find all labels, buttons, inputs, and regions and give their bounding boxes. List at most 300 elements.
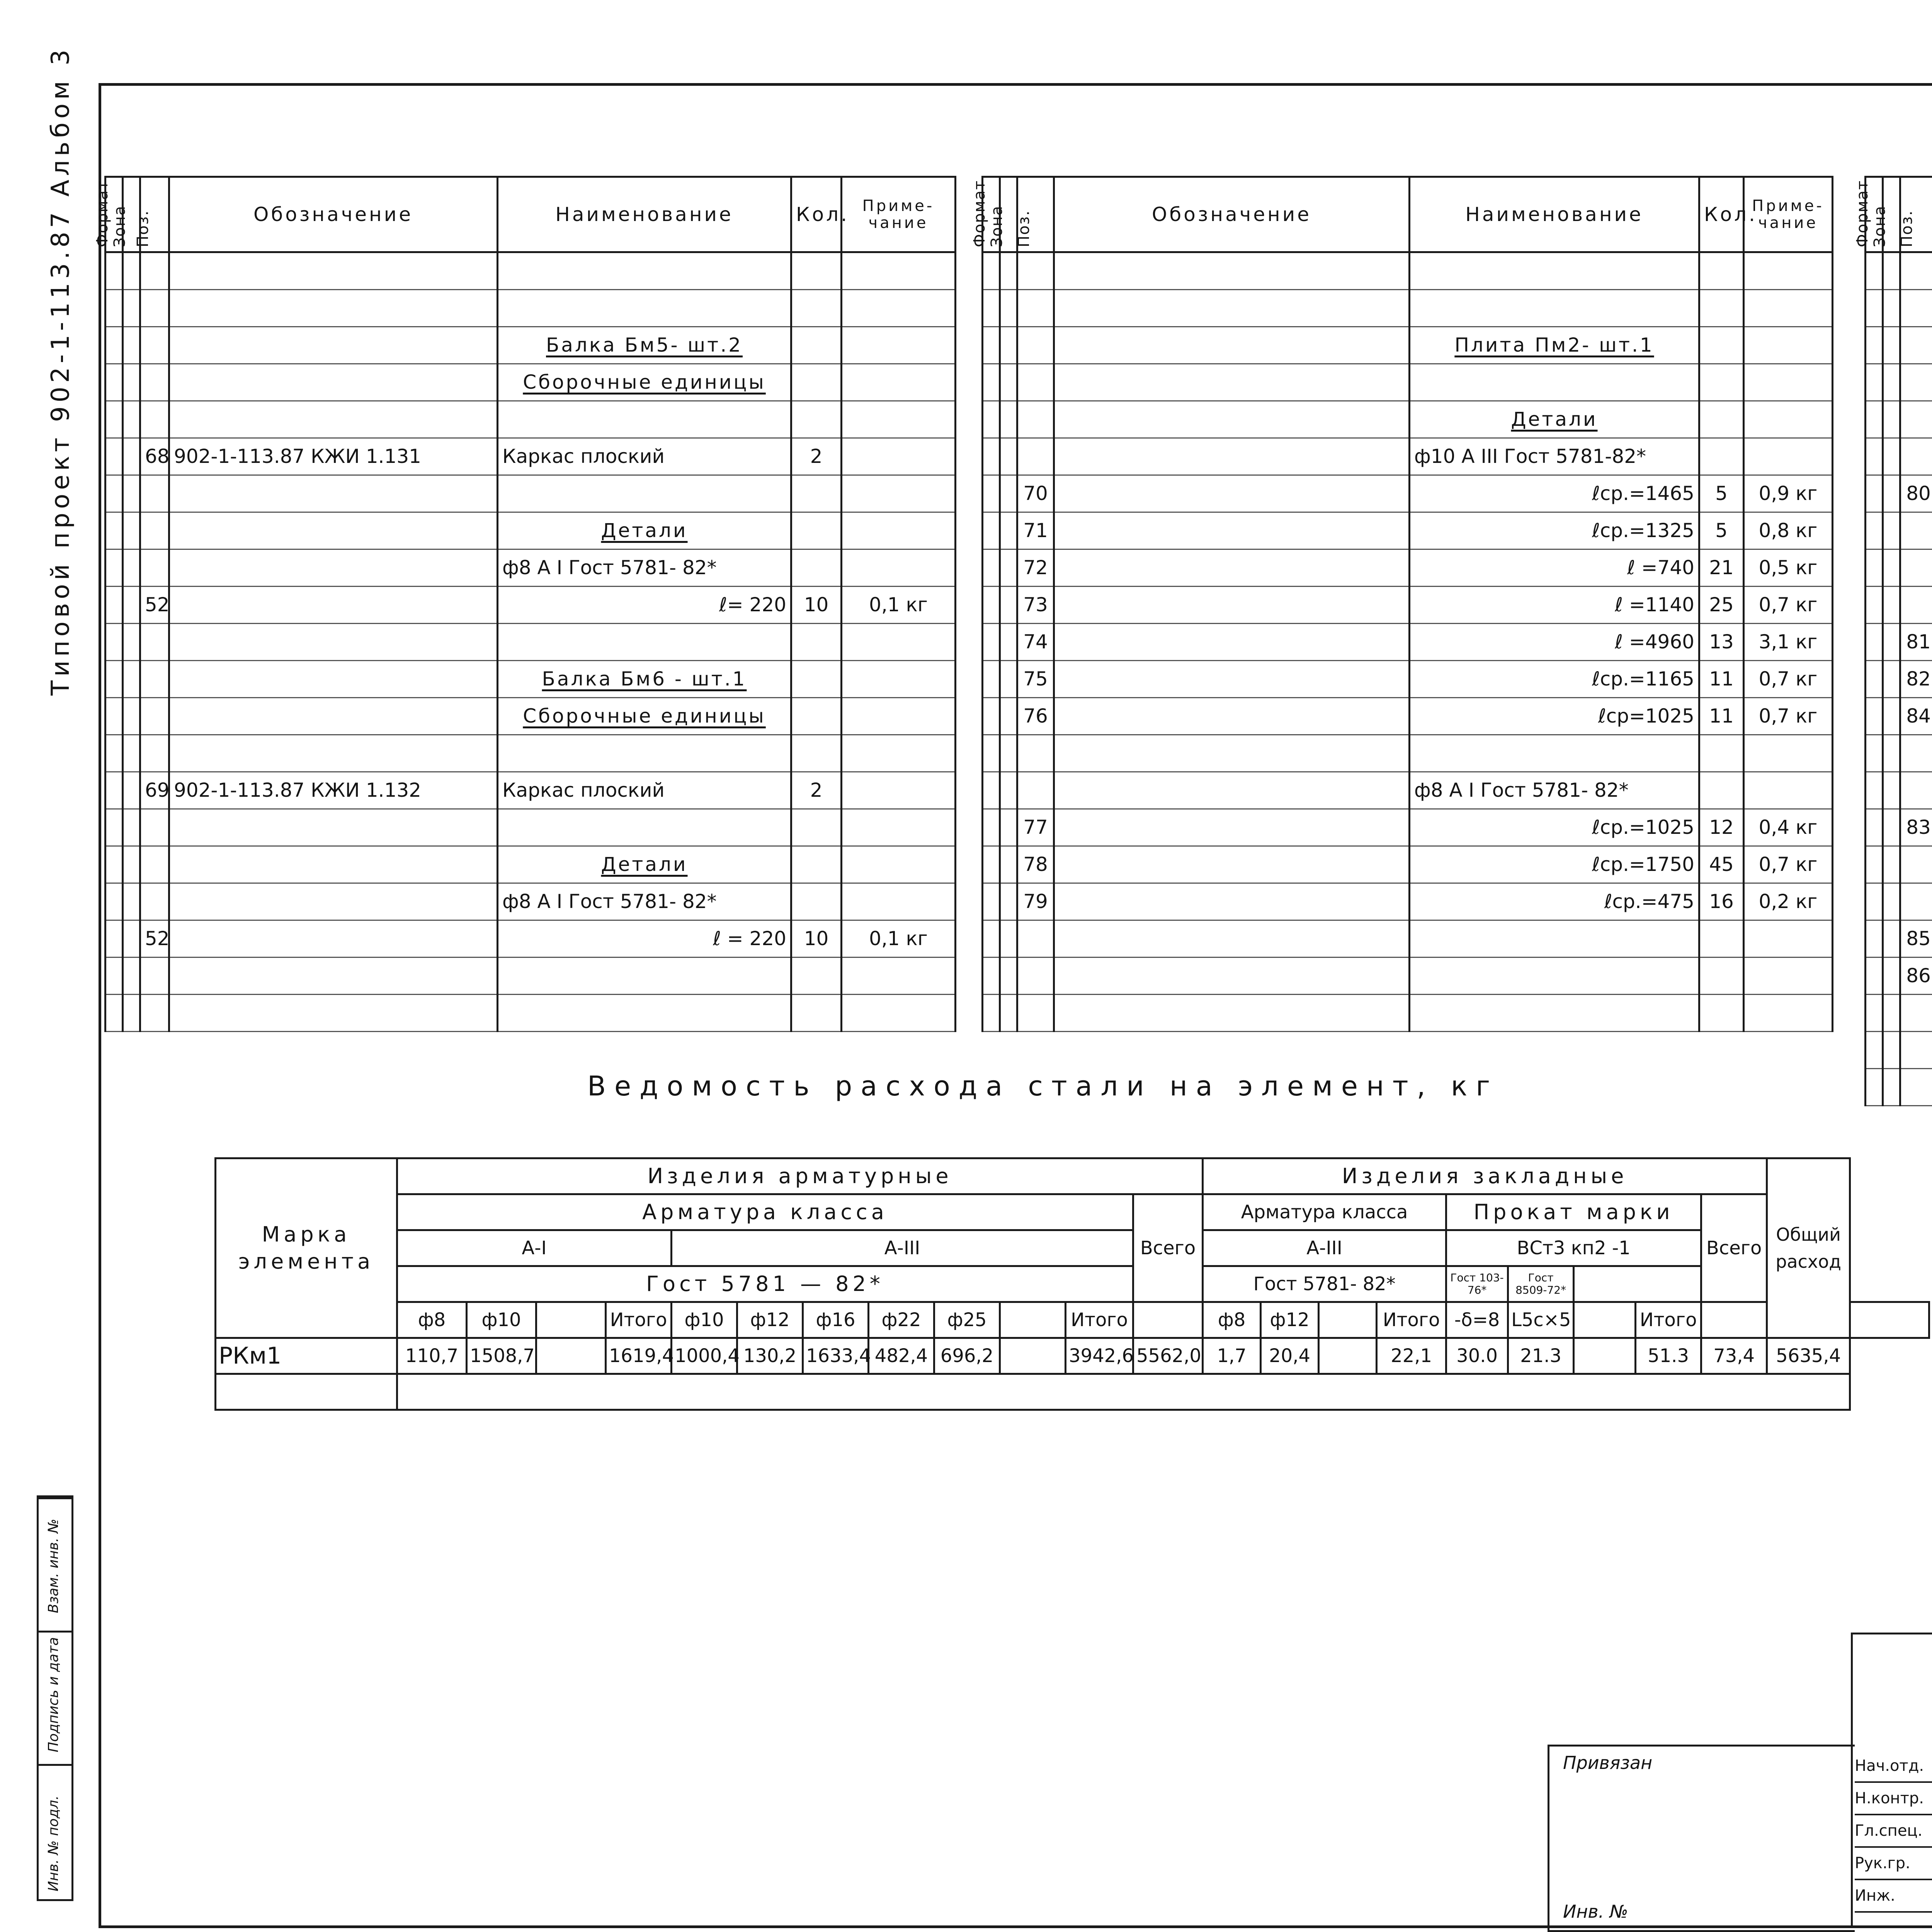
cell-pos: 80 bbox=[1900, 475, 1932, 512]
cell-name: ℓср.=1325 bbox=[1410, 512, 1699, 549]
spec1-row bbox=[105, 252, 956, 290]
cell-format bbox=[1866, 364, 1883, 401]
cell-qty bbox=[1699, 364, 1744, 401]
cell-designation bbox=[1054, 698, 1410, 735]
cell-pos bbox=[1900, 549, 1932, 587]
cell-format bbox=[983, 809, 1000, 846]
steel-value: 1619,4 bbox=[606, 1338, 672, 1374]
cell-designation bbox=[1054, 883, 1410, 920]
cell-format bbox=[983, 698, 1000, 735]
cell-name bbox=[1410, 364, 1699, 401]
cell-format bbox=[983, 735, 1000, 772]
cell-designation bbox=[169, 290, 498, 327]
rebar-class: Арматура класса bbox=[397, 1194, 1133, 1230]
spec3-row bbox=[1866, 587, 1932, 624]
steel-col-header bbox=[1000, 1302, 1066, 1338]
spec2-row bbox=[983, 290, 1833, 327]
cell-qty: 16 bbox=[1699, 883, 1744, 920]
col-total-rebar: Всего bbox=[1133, 1194, 1203, 1302]
cell-format bbox=[1866, 549, 1883, 587]
cell-qty bbox=[1699, 957, 1744, 995]
cell-zone bbox=[1883, 624, 1900, 661]
roles-column bbox=[1855, 1750, 1932, 1913]
cell-pos bbox=[1900, 846, 1932, 883]
cell-pos bbox=[1900, 252, 1932, 290]
spec1-row bbox=[105, 364, 956, 401]
cell-pos bbox=[1900, 883, 1932, 920]
cell-note bbox=[842, 772, 956, 809]
cell-format bbox=[105, 252, 123, 290]
cell-designation bbox=[169, 698, 498, 735]
cell-name bbox=[498, 957, 791, 995]
cell-pos: 75 bbox=[1017, 661, 1054, 698]
class-a3: А-III bbox=[672, 1230, 1133, 1266]
cell-pos bbox=[140, 549, 169, 587]
cell-pos bbox=[140, 957, 169, 995]
cell-zone bbox=[1000, 549, 1017, 587]
cell-name: Балка Бм5- шт.2 bbox=[498, 327, 791, 364]
steel-col-header: ф8 bbox=[397, 1302, 467, 1338]
steel-statement-table bbox=[214, 1157, 1930, 1411]
cell-zone bbox=[1000, 512, 1017, 549]
title-block bbox=[1563, 1633, 1932, 1928]
cell-format bbox=[1866, 624, 1883, 661]
steel-value: 22,1 bbox=[1377, 1338, 1446, 1374]
cell-zone bbox=[1883, 883, 1900, 920]
cell-zone bbox=[123, 252, 140, 290]
cell-name: ℓ =1140 bbox=[1410, 587, 1699, 624]
cell-qty bbox=[791, 846, 842, 883]
cell-pos: 73 bbox=[1017, 587, 1054, 624]
cell-note bbox=[842, 624, 956, 661]
spec1-row bbox=[105, 920, 956, 957]
cell-zone bbox=[1883, 920, 1900, 957]
spec1-row bbox=[105, 735, 956, 772]
steel-value: 1633,4 bbox=[803, 1338, 869, 1374]
cell-pos bbox=[1900, 772, 1932, 809]
cell-designation bbox=[1054, 587, 1410, 624]
cell-zone bbox=[1000, 698, 1017, 735]
steel-value bbox=[536, 1338, 606, 1374]
cell-zone bbox=[1000, 846, 1017, 883]
cell-zone bbox=[1000, 957, 1017, 995]
cell-format bbox=[1866, 587, 1883, 624]
cell-name bbox=[1410, 735, 1699, 772]
steel-value: 30.0 bbox=[1446, 1338, 1508, 1374]
cell-zone bbox=[1000, 327, 1017, 364]
cell-zone bbox=[1000, 252, 1017, 290]
gost-rebar: Гост 5781 — 82* bbox=[397, 1266, 1133, 1302]
hdr-designation: Обозначение bbox=[169, 177, 498, 252]
cell-pos: 74 bbox=[1017, 624, 1054, 661]
cell-note: 0,7 кг bbox=[1744, 698, 1833, 735]
cell-zone bbox=[1883, 846, 1900, 883]
cell-name bbox=[498, 995, 791, 1032]
cell-pos bbox=[140, 364, 169, 401]
cell-designation bbox=[169, 846, 498, 883]
cell-designation bbox=[1054, 401, 1410, 438]
cell-format bbox=[1866, 698, 1883, 735]
cell-pos: 69 bbox=[140, 772, 169, 809]
hdr-pos-3: Поз. bbox=[1900, 177, 1932, 252]
cell-format bbox=[1866, 957, 1883, 995]
cell-designation bbox=[169, 475, 498, 512]
cell-pos: 85 bbox=[1900, 920, 1932, 957]
cell-zone bbox=[1883, 995, 1900, 1032]
spec2-row bbox=[983, 401, 1833, 438]
spec2-row bbox=[983, 883, 1833, 920]
cell-zone bbox=[1000, 883, 1017, 920]
cell-zone bbox=[1000, 772, 1017, 809]
cell-format bbox=[983, 252, 1000, 290]
cell-qty bbox=[1699, 772, 1744, 809]
steel-value: 21.3 bbox=[1508, 1338, 1574, 1374]
cell-designation bbox=[1054, 512, 1410, 549]
emb-class-a3: А-III bbox=[1203, 1230, 1446, 1266]
cell-format bbox=[983, 549, 1000, 587]
cell-designation bbox=[169, 957, 498, 995]
cell-note bbox=[842, 252, 956, 290]
cell-pos bbox=[1017, 401, 1054, 438]
steel-diameter-row bbox=[216, 1302, 1929, 1338]
cell-pos bbox=[140, 661, 169, 698]
spec3-row bbox=[1866, 1069, 1932, 1106]
spec3-row bbox=[1866, 438, 1932, 475]
cell-zone bbox=[1883, 438, 1900, 475]
cell-zone bbox=[123, 920, 140, 957]
cell-zone bbox=[123, 290, 140, 327]
cell-zone bbox=[123, 401, 140, 438]
side-title: Типовой проект 902-1-113.87 Альбом 3 bbox=[46, 46, 75, 696]
cell-pos: 52 bbox=[140, 920, 169, 957]
cell-qty: 5 bbox=[1699, 475, 1744, 512]
cell-format bbox=[983, 920, 1000, 957]
steel-col-header: Итого bbox=[1066, 1302, 1133, 1338]
rolled-grade: ВСт3 кп2 -1 bbox=[1446, 1230, 1701, 1266]
cell-note bbox=[1744, 957, 1833, 995]
steel-value: 73,4 bbox=[1701, 1338, 1767, 1374]
cell-name: ф8 А I Гост 5781- 82* bbox=[498, 549, 791, 587]
cell-name: ℓср=1025 bbox=[1410, 698, 1699, 735]
cell-zone bbox=[1000, 475, 1017, 512]
cell-pos bbox=[140, 698, 169, 735]
cell-zone bbox=[1883, 252, 1900, 290]
cell-pos bbox=[1900, 735, 1932, 772]
cell-pos bbox=[1900, 327, 1932, 364]
cell-pos bbox=[1017, 252, 1054, 290]
cell-qty bbox=[1699, 920, 1744, 957]
cell-name bbox=[1410, 252, 1699, 290]
cell-note: 0,5 кг bbox=[1744, 549, 1833, 587]
cell-format bbox=[105, 290, 123, 327]
cell-format bbox=[983, 512, 1000, 549]
cell-pos bbox=[1017, 438, 1054, 475]
cell-name bbox=[1410, 957, 1699, 995]
cell-note: 0,7 кг bbox=[1744, 661, 1833, 698]
cell-name bbox=[498, 735, 791, 772]
cell-name: ℓср.=1750 bbox=[1410, 846, 1699, 883]
cell-note: 0,4 кг bbox=[1744, 809, 1833, 846]
cell-pos bbox=[140, 735, 169, 772]
cell-note bbox=[842, 364, 956, 401]
spec3-row bbox=[1866, 735, 1932, 772]
cell-qty bbox=[791, 549, 842, 587]
cell-zone bbox=[1000, 995, 1017, 1032]
cell-pos bbox=[1900, 438, 1932, 475]
spec1-row bbox=[105, 846, 956, 883]
cell-note bbox=[842, 735, 956, 772]
bound-box bbox=[1548, 1745, 1855, 1932]
spec3-row bbox=[1866, 698, 1932, 735]
steel-value: 20,4 bbox=[1261, 1338, 1319, 1374]
cell-zone bbox=[1883, 735, 1900, 772]
cell-zone bbox=[123, 549, 140, 587]
cell-name: Балка Бм6 - шт.1 bbox=[498, 661, 791, 698]
cell-format bbox=[105, 957, 123, 995]
cell-name: ℓ =4960 bbox=[1410, 624, 1699, 661]
cell-format bbox=[983, 883, 1000, 920]
cell-zone bbox=[123, 735, 140, 772]
cell-pos: 76 bbox=[1017, 698, 1054, 735]
cell-format bbox=[1866, 995, 1883, 1032]
cell-zone bbox=[1883, 549, 1900, 587]
cell-designation bbox=[1054, 772, 1410, 809]
steel-empty-row bbox=[216, 1374, 397, 1410]
cell-pos bbox=[1900, 587, 1932, 624]
spec2-row bbox=[983, 549, 1833, 587]
steel-col-header: Итого bbox=[1636, 1302, 1701, 1338]
stamp-text-2: Подпись и дата bbox=[46, 1637, 61, 1752]
cell-pos: 79 bbox=[1017, 883, 1054, 920]
spec1-row bbox=[105, 995, 956, 1032]
cell-format bbox=[105, 735, 123, 772]
cell-qty bbox=[1699, 290, 1744, 327]
cell-format bbox=[1866, 846, 1883, 883]
cell-format bbox=[1866, 920, 1883, 957]
steel-statement-title: Ведомость расхода стали на элемент, кг bbox=[587, 1070, 1499, 1102]
cell-qty bbox=[1699, 401, 1744, 438]
cell-format bbox=[105, 364, 123, 401]
steel-col-header: ф12 bbox=[1261, 1302, 1319, 1338]
cell-pos: 86 bbox=[1900, 957, 1932, 995]
stamp-text-3: Взам. инв. № bbox=[46, 1519, 61, 1613]
cell-zone bbox=[1000, 364, 1017, 401]
cell-qty bbox=[791, 735, 842, 772]
cell-name: ℓср.=475 bbox=[1410, 883, 1699, 920]
steel-value bbox=[1574, 1338, 1636, 1374]
spec3-row bbox=[1866, 624, 1932, 661]
cell-zone bbox=[123, 661, 140, 698]
cell-designation bbox=[1054, 364, 1410, 401]
cell-designation bbox=[169, 920, 498, 957]
spec3-row bbox=[1866, 290, 1932, 327]
cell-format bbox=[1866, 252, 1883, 290]
spec3-row bbox=[1866, 401, 1932, 438]
cell-format bbox=[1866, 327, 1883, 364]
cell-qty bbox=[791, 957, 842, 995]
cell-name bbox=[498, 624, 791, 661]
cell-zone bbox=[123, 883, 140, 920]
steel-col-header: L5c×5 bbox=[1508, 1302, 1574, 1338]
cell-pos bbox=[140, 290, 169, 327]
cell-pos bbox=[1017, 290, 1054, 327]
cell-name: Детали bbox=[498, 512, 791, 549]
cell-format bbox=[105, 995, 123, 1032]
steel-col-header: ф10 bbox=[672, 1302, 737, 1338]
cell-note: 0,8 кг bbox=[1744, 512, 1833, 549]
cell-name: ℓ = 220 bbox=[498, 920, 791, 957]
cell-note bbox=[1744, 772, 1833, 809]
spec1-row bbox=[105, 587, 956, 624]
cell-name: ℓср.=1465 bbox=[1410, 475, 1699, 512]
spec2-row bbox=[983, 809, 1833, 846]
roles-item: Инж. bbox=[1855, 1880, 1932, 1913]
gost-b: Гост 8509-72* bbox=[1508, 1266, 1574, 1302]
hdr-name: Наименование bbox=[498, 177, 791, 252]
spec1-row bbox=[105, 549, 956, 587]
cell-qty bbox=[791, 661, 842, 698]
spec3-row bbox=[1866, 995, 1932, 1032]
steel-col-header bbox=[1133, 1302, 1203, 1338]
spec3-row bbox=[1866, 512, 1932, 549]
cell-zone bbox=[123, 995, 140, 1032]
steel-value: 482,4 bbox=[869, 1338, 934, 1374]
cell-note bbox=[1744, 735, 1833, 772]
cell-name bbox=[498, 290, 791, 327]
cell-note bbox=[842, 475, 956, 512]
cell-note bbox=[842, 698, 956, 735]
cell-zone bbox=[1883, 290, 1900, 327]
cell-qty: 11 bbox=[1699, 698, 1744, 735]
cell-zone bbox=[1883, 809, 1900, 846]
cell-zone bbox=[1883, 661, 1900, 698]
cell-qty: 10 bbox=[791, 920, 842, 957]
spec2-row bbox=[983, 587, 1833, 624]
cell-zone bbox=[1883, 512, 1900, 549]
cell-format bbox=[1866, 401, 1883, 438]
steel-col-header: -δ=8 bbox=[1446, 1302, 1508, 1338]
cell-designation bbox=[1054, 549, 1410, 587]
spec2-row bbox=[983, 698, 1833, 735]
cell-zone bbox=[123, 772, 140, 809]
steel-col-header: ф22 bbox=[869, 1302, 934, 1338]
cell-format bbox=[983, 401, 1000, 438]
spec3-row bbox=[1866, 883, 1932, 920]
cell-qty bbox=[791, 364, 842, 401]
cell-designation: 902-1-113.87 КЖИ 1.131 bbox=[169, 438, 498, 475]
cell-designation bbox=[169, 364, 498, 401]
cell-pos bbox=[140, 401, 169, 438]
cell-qty: 11 bbox=[1699, 661, 1744, 698]
cell-pos bbox=[1017, 957, 1054, 995]
cell-note bbox=[1744, 252, 1833, 290]
cell-note bbox=[1744, 920, 1833, 957]
cell-format bbox=[105, 587, 123, 624]
spec2-row bbox=[983, 957, 1833, 995]
cell-note bbox=[842, 846, 956, 883]
hdr-zone: Зона bbox=[123, 177, 140, 252]
cell-name: ℓср.=1025 bbox=[1410, 809, 1699, 846]
cell-designation bbox=[1054, 995, 1410, 1032]
cell-name: ℓ =740 bbox=[1410, 549, 1699, 587]
spec3-row bbox=[1866, 549, 1932, 587]
steel-col-header: ф16 bbox=[803, 1302, 869, 1338]
spec2-row bbox=[983, 995, 1833, 1032]
steel-value: 130,2 bbox=[737, 1338, 803, 1374]
cell-designation bbox=[1054, 846, 1410, 883]
cell-designation bbox=[169, 549, 498, 587]
steel-empty-row-fill bbox=[397, 1374, 1850, 1410]
cell-designation bbox=[1054, 475, 1410, 512]
cell-pos bbox=[140, 327, 169, 364]
cell-pos bbox=[140, 624, 169, 661]
cell-format bbox=[1866, 475, 1883, 512]
cell-pos bbox=[140, 475, 169, 512]
spec2-row bbox=[983, 512, 1833, 549]
spec3-row bbox=[1866, 475, 1932, 512]
roles-item: Нач.отд. bbox=[1855, 1750, 1932, 1783]
spec2-row bbox=[983, 661, 1833, 698]
cell-designation bbox=[169, 809, 498, 846]
cell-pos bbox=[1017, 364, 1054, 401]
cell-qty bbox=[791, 698, 842, 735]
cell-name bbox=[498, 809, 791, 846]
cell-pos: 83 bbox=[1900, 809, 1932, 846]
cell-qty: 25 bbox=[1699, 587, 1744, 624]
steel-col-header: ф8 bbox=[1203, 1302, 1261, 1338]
cell-pos: 72 bbox=[1017, 549, 1054, 587]
steel-value: 5635,4 bbox=[1767, 1338, 1850, 1374]
spec1-row bbox=[105, 809, 956, 846]
cell-format bbox=[105, 809, 123, 846]
cell-zone bbox=[123, 475, 140, 512]
cell-pos bbox=[140, 883, 169, 920]
steel-col-header: Итого bbox=[606, 1302, 672, 1338]
spec-table-slab-pm3 bbox=[1854, 176, 1932, 1106]
cell-pos bbox=[1900, 1032, 1932, 1069]
hdr-pos-2: Поз. bbox=[1017, 177, 1054, 252]
cell-format bbox=[105, 661, 123, 698]
cell-zone bbox=[123, 327, 140, 364]
cell-format bbox=[105, 327, 123, 364]
cell-format bbox=[105, 772, 123, 809]
cell-format bbox=[983, 624, 1000, 661]
spec2-row bbox=[983, 438, 1833, 475]
cell-note: 0,1 кг bbox=[842, 920, 956, 957]
cell-name: Каркас плоский bbox=[498, 772, 791, 809]
cell-qty bbox=[791, 327, 842, 364]
cell-zone bbox=[1883, 587, 1900, 624]
cell-note: 0,9 кг bbox=[1744, 475, 1833, 512]
cell-qty: 5 bbox=[1699, 512, 1744, 549]
hdr-name-2: Наименование bbox=[1410, 177, 1699, 252]
cell-designation bbox=[1054, 438, 1410, 475]
cell-zone bbox=[123, 438, 140, 475]
gost-blank bbox=[1574, 1266, 1701, 1302]
cell-qty bbox=[1699, 252, 1744, 290]
cell-qty bbox=[791, 809, 842, 846]
spec3-row bbox=[1866, 772, 1932, 809]
steel-col-header bbox=[1850, 1302, 1929, 1338]
cell-name: Сборочные единицы bbox=[498, 698, 791, 735]
cell-format bbox=[105, 624, 123, 661]
cell-note bbox=[842, 549, 956, 587]
cell-name: ℓ= 220 bbox=[498, 587, 791, 624]
cell-note bbox=[842, 957, 956, 995]
cell-pos: 84 bbox=[1900, 698, 1932, 735]
revision-grid bbox=[1853, 1634, 1932, 1745]
cell-qty bbox=[791, 401, 842, 438]
